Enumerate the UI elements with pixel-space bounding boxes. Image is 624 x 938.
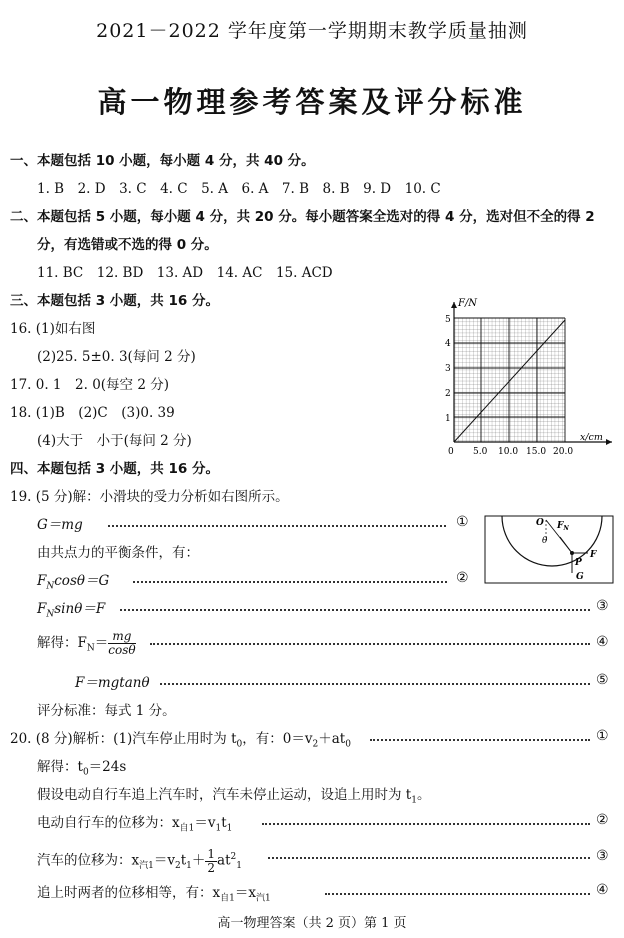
x-tick-label: 5.0: [473, 447, 488, 457]
q20-intro: 20. (8 分)解析：(1)汽车停止用时为 $t_0$，有：$0=v_2+at_0$: [10, 731, 351, 750]
x-tick-label: 20.0: [553, 447, 574, 457]
q19-solve: 解得：$F_N=$ $\frac{mg}{\cos\theta}$: [37, 629, 136, 657]
eq-number: ③: [596, 848, 609, 864]
force-diagram: [484, 515, 614, 585]
exam-subtitle: 2021－2022 学年度第一学期期末教学质量抽测: [96, 20, 528, 42]
x-tick-label: 10.0: [498, 447, 519, 457]
leader-dots: [268, 857, 590, 859]
leader-dots: [133, 581, 447, 583]
label-theta: θ: [542, 536, 548, 546]
leader-dots: [325, 893, 590, 895]
q20-bike-displacement: 电动自行车的位移为：$x_{自1}=v_1t_1$: [37, 815, 233, 834]
q16-part1: 16. (1)如右图: [10, 321, 96, 337]
q19-scoring: 评分标准：每式 1 分。: [37, 703, 176, 719]
q19-eq3: $F_N\sin\theta=F$: [37, 601, 106, 620]
y-tick-label: 3: [445, 364, 451, 374]
y-tick-label: 1: [445, 414, 451, 424]
leader-dots: [120, 609, 590, 611]
leader-dots: [370, 739, 590, 741]
eq-number: ①: [596, 728, 609, 744]
y-tick-label: 2: [445, 389, 451, 399]
page-title: 高一物理参考答案及评分标准: [97, 85, 527, 119]
block-point: [570, 551, 574, 555]
section3-heading: 三、本题包括 3 小题，共 16 分。: [10, 293, 219, 309]
section2-answers: 11. BC 12. BD 13. AD 14. AC 15. ACD: [37, 265, 333, 281]
eq-number: ②: [456, 570, 469, 586]
eq-number: ②: [596, 812, 609, 828]
normal-force-arrow: [560, 537, 572, 553]
eq-number: ⑤: [596, 672, 609, 688]
section2-heading-line2: 分，有选错或不选的得 0 分。: [37, 237, 218, 253]
page-footer: 高一物理答案（共 2 页）第 1 页: [217, 916, 407, 931]
y-tick-label: 5: [445, 315, 451, 325]
section2-heading-line1: 二、本题包括 5 小题，每小题 4 分，共 20 分。每小题答案全选对的得 4 分，选对但不全的得 2: [10, 209, 595, 225]
section1-answers: 1. B 2. D 3. C 4. C 5. A 6. A 7. B 8. B 9. D 10. C: [37, 181, 441, 197]
q17-answer: 17. 0. 1 2. 0(每空 2 分): [10, 377, 169, 393]
section1-heading: 一、本题包括 10 小题，每小题 4 分，共 40 分。: [10, 153, 315, 169]
label-p: P: [575, 558, 582, 568]
y-tick-label: 4: [445, 339, 451, 349]
y-axis-label: F/N: [458, 298, 478, 309]
q18-part1: 18. (1)B (2)C (3)0. 39: [10, 405, 175, 421]
section4-heading: 四、本题包括 3 小题，共 16 分。: [10, 461, 219, 477]
x-tick-label: 15.0: [526, 447, 547, 457]
label-g: G: [576, 572, 584, 582]
eq-number: ③: [596, 598, 609, 614]
leader-dots: [150, 643, 590, 645]
label-f: F: [590, 550, 597, 560]
balance-condition: 由共点力的平衡条件，有：: [37, 545, 199, 561]
leader-dots: [160, 683, 590, 685]
q18-part2: (4)大于 小于(每问 2 分): [37, 433, 192, 449]
eq-number: ①: [456, 514, 469, 530]
q20-equal-displacement: 追上时两者的位移相等，有：$x_{自1}=x_{汽1}$: [37, 885, 271, 904]
eq-number: ④: [596, 882, 609, 898]
q20-solve: 解得：$t_0=24s$: [37, 759, 127, 778]
x-axis-label: x/cm: [580, 432, 603, 443]
leader-dots: [262, 823, 590, 825]
leader-dots: [108, 525, 446, 527]
q19-eq1: G＝mg: [37, 517, 83, 533]
origin-label: 0: [448, 447, 454, 457]
x-axis-arrow: [606, 439, 612, 445]
force-extension-graph: [440, 292, 620, 462]
y-axis-arrow: [451, 302, 457, 308]
bowl-arc: [502, 516, 602, 566]
q19-eq5: F＝mgtanθ: [75, 675, 150, 691]
q16-part2: (2)25. 5±0. 3(每问 2 分): [37, 349, 196, 365]
q19-intro: 19. (5 分)解：小滑块的受力分析如右图所示。: [10, 489, 289, 505]
label-o: O: [536, 518, 544, 528]
label-fn: $F_N$: [557, 521, 569, 532]
q20-car-displacement: 汽车的位移为：$x_{汽1}=v_2t_1+$ $\frac{1}{2}$ $at^2_1$: [37, 846, 242, 875]
eq-number: ④: [596, 634, 609, 650]
q19-eq2: $F_N\cos\theta=G$: [37, 573, 110, 592]
q20-assume: 假设电动自行车追上汽车时，汽车未停止运动，设追上用时为 $t_1$。: [37, 787, 431, 806]
